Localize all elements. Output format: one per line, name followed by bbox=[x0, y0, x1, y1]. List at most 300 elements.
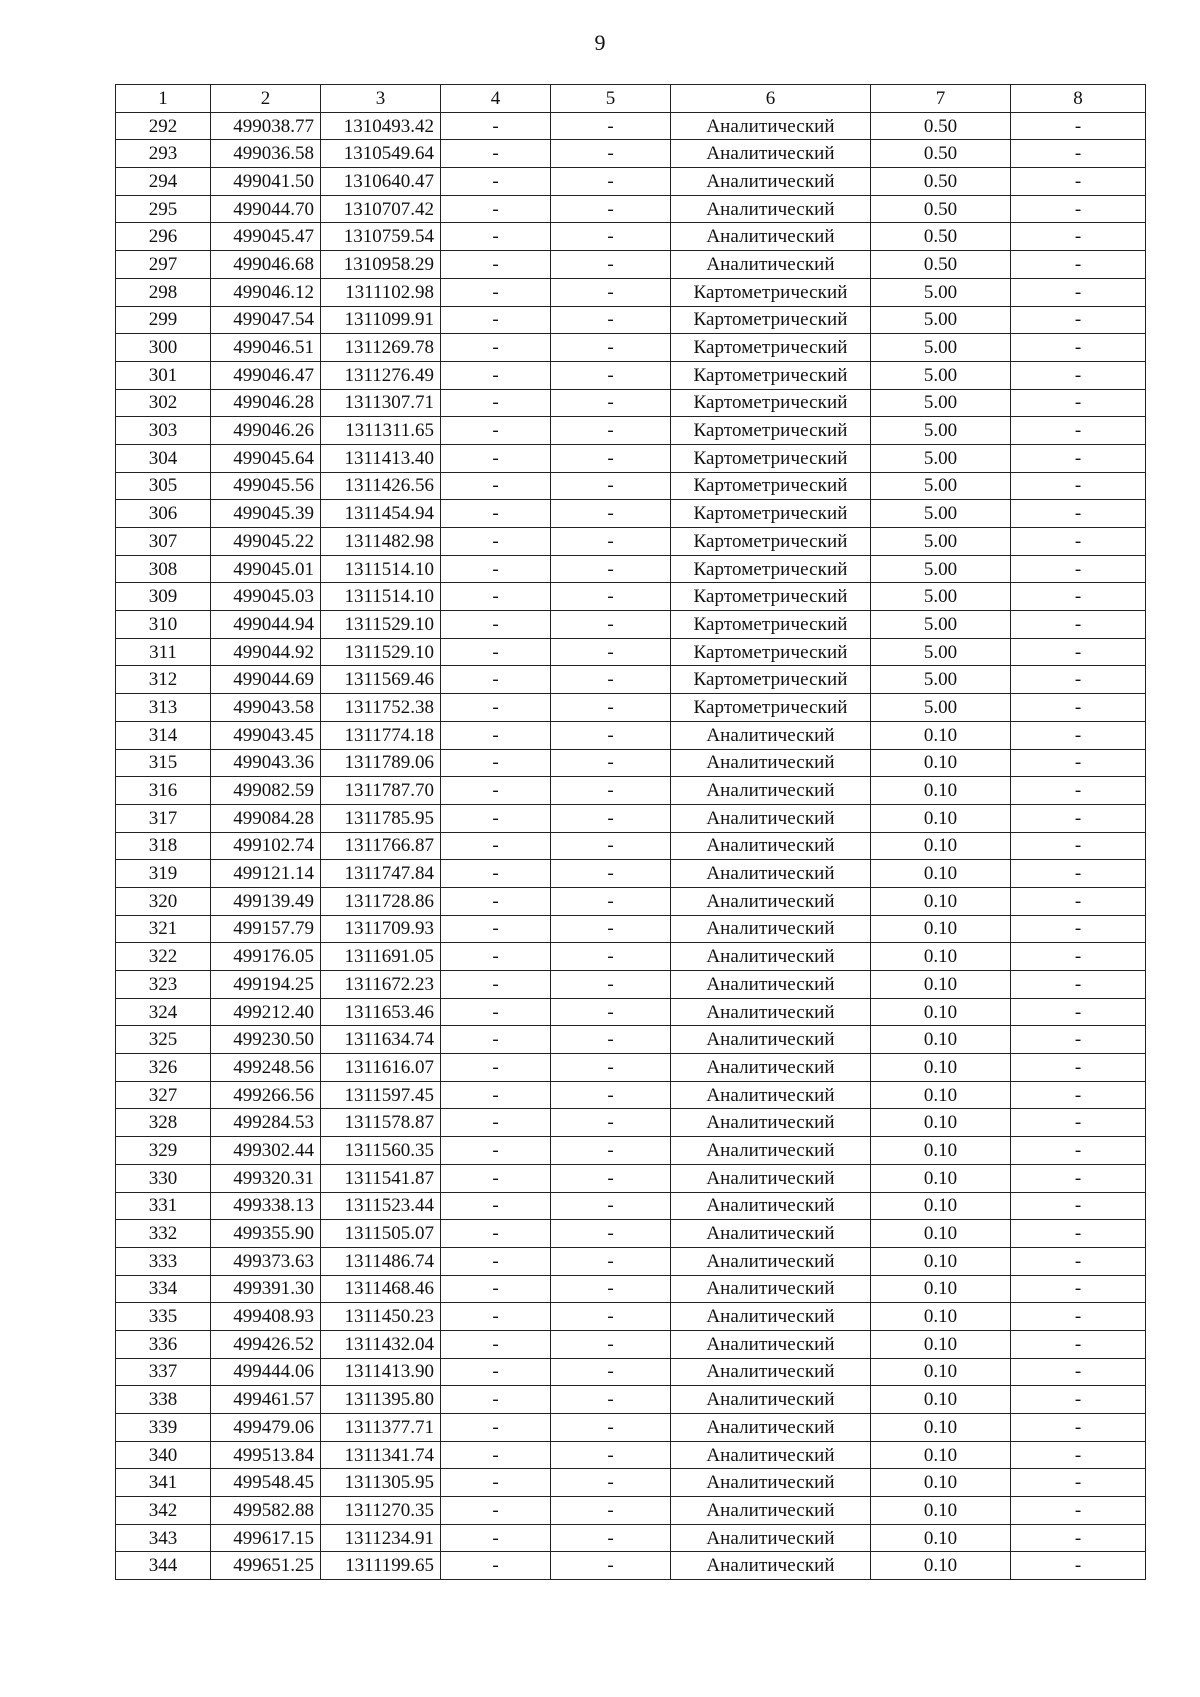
cell-radius: - bbox=[441, 1081, 551, 1109]
cell-x-coordinate: 499266.56 bbox=[211, 1081, 321, 1109]
cell-radius: - bbox=[441, 1552, 551, 1580]
cell-radius: - bbox=[441, 334, 551, 362]
table-row bbox=[116, 887, 1146, 915]
table-row bbox=[116, 1081, 1146, 1109]
cell-point-number: 315 bbox=[116, 749, 211, 777]
cell-y-coordinate: 1311432.04 bbox=[321, 1330, 441, 1358]
cell-accuracy: 5.00 bbox=[871, 306, 1011, 334]
cell-radius: - bbox=[441, 1524, 551, 1552]
table-row bbox=[116, 223, 1146, 251]
cell-angle: - bbox=[551, 195, 671, 223]
cell-accuracy: 0.50 bbox=[871, 251, 1011, 279]
cell-accuracy: 0.10 bbox=[871, 1054, 1011, 1082]
cell-method: Аналитический bbox=[671, 971, 871, 999]
cell-radius: - bbox=[441, 860, 551, 888]
cell-notes: - bbox=[1011, 251, 1146, 279]
cell-point-number: 306 bbox=[116, 500, 211, 528]
cell-angle: - bbox=[551, 749, 671, 777]
cell-point-number: 297 bbox=[116, 251, 211, 279]
cell-method: Аналитический bbox=[671, 1164, 871, 1192]
cell-x-coordinate: 499617.15 bbox=[211, 1524, 321, 1552]
cell-accuracy: 5.00 bbox=[871, 583, 1011, 611]
cell-y-coordinate: 1311691.05 bbox=[321, 943, 441, 971]
cell-y-coordinate: 1311560.35 bbox=[321, 1137, 441, 1165]
cell-point-number: 343 bbox=[116, 1524, 211, 1552]
table-row bbox=[116, 915, 1146, 943]
cell-point-number: 333 bbox=[116, 1247, 211, 1275]
coordinates-table bbox=[115, 84, 1146, 1580]
cell-method: Аналитический bbox=[671, 1220, 871, 1248]
cell-angle: - bbox=[551, 1524, 671, 1552]
cell-method: Аналитический bbox=[671, 1441, 871, 1469]
table-row bbox=[116, 777, 1146, 805]
cell-y-coordinate: 1311377.71 bbox=[321, 1414, 441, 1442]
cell-x-coordinate: 499139.49 bbox=[211, 887, 321, 915]
cell-notes: - bbox=[1011, 306, 1146, 334]
table-row bbox=[116, 306, 1146, 334]
cell-notes: - bbox=[1011, 1497, 1146, 1525]
cell-accuracy: 0.10 bbox=[871, 1414, 1011, 1442]
cell-accuracy: 0.10 bbox=[871, 1081, 1011, 1109]
cell-radius: - bbox=[441, 694, 551, 722]
table-row bbox=[116, 278, 1146, 306]
cell-notes: - bbox=[1011, 1192, 1146, 1220]
table-row bbox=[116, 251, 1146, 279]
table-row bbox=[116, 1137, 1146, 1165]
cell-accuracy: 0.10 bbox=[871, 1497, 1011, 1525]
page-number: 9 bbox=[594, 30, 606, 55]
cell-x-coordinate: 499045.22 bbox=[211, 528, 321, 556]
cell-y-coordinate: 1310958.29 bbox=[321, 251, 441, 279]
cell-accuracy: 0.10 bbox=[871, 887, 1011, 915]
cell-method: Аналитический bbox=[671, 1497, 871, 1525]
cell-radius: - bbox=[441, 583, 551, 611]
cell-notes: - bbox=[1011, 638, 1146, 666]
cell-x-coordinate: 499045.39 bbox=[211, 500, 321, 528]
cell-x-coordinate: 499444.06 bbox=[211, 1358, 321, 1386]
cell-radius: - bbox=[441, 417, 551, 445]
cell-x-coordinate: 499582.88 bbox=[211, 1497, 321, 1525]
cell-method: Картометрический bbox=[671, 528, 871, 556]
cell-notes: - bbox=[1011, 1386, 1146, 1414]
cell-angle: - bbox=[551, 666, 671, 694]
cell-method: Картометрический bbox=[671, 555, 871, 583]
cell-y-coordinate: 1311234.91 bbox=[321, 1524, 441, 1552]
cell-accuracy: 0.10 bbox=[871, 971, 1011, 999]
cell-point-number: 302 bbox=[116, 389, 211, 417]
cell-angle: - bbox=[551, 943, 671, 971]
cell-point-number: 332 bbox=[116, 1220, 211, 1248]
table-row bbox=[116, 528, 1146, 556]
cell-point-number: 311 bbox=[116, 638, 211, 666]
cell-angle: - bbox=[551, 915, 671, 943]
cell-y-coordinate: 1311102.98 bbox=[321, 278, 441, 306]
cell-notes: - bbox=[1011, 887, 1146, 915]
cell-radius: - bbox=[441, 1026, 551, 1054]
cell-method: Аналитический bbox=[671, 915, 871, 943]
cell-point-number: 329 bbox=[116, 1137, 211, 1165]
cell-accuracy: 0.10 bbox=[871, 1164, 1011, 1192]
cell-radius: - bbox=[441, 112, 551, 140]
cell-angle: - bbox=[551, 389, 671, 417]
cell-accuracy: 5.00 bbox=[871, 611, 1011, 639]
cell-angle: - bbox=[551, 638, 671, 666]
cell-point-number: 330 bbox=[116, 1164, 211, 1192]
cell-point-number: 336 bbox=[116, 1330, 211, 1358]
cell-method: Картометрический bbox=[671, 694, 871, 722]
cell-y-coordinate: 1311413.40 bbox=[321, 444, 441, 472]
cell-angle: - bbox=[551, 971, 671, 999]
cell-x-coordinate: 499043.45 bbox=[211, 721, 321, 749]
cell-radius: - bbox=[441, 638, 551, 666]
cell-accuracy: 0.10 bbox=[871, 1358, 1011, 1386]
cell-angle: - bbox=[551, 334, 671, 362]
cell-method: Картометрический bbox=[671, 389, 871, 417]
cell-method: Аналитический bbox=[671, 1109, 871, 1137]
table-row bbox=[116, 417, 1146, 445]
cell-notes: - bbox=[1011, 1109, 1146, 1137]
cell-y-coordinate: 1311514.10 bbox=[321, 555, 441, 583]
cell-y-coordinate: 1311787.70 bbox=[321, 777, 441, 805]
cell-radius: - bbox=[441, 887, 551, 915]
cell-point-number: 304 bbox=[116, 444, 211, 472]
cell-notes: - bbox=[1011, 1137, 1146, 1165]
cell-point-number: 300 bbox=[116, 334, 211, 362]
column-header: 1 bbox=[116, 85, 211, 113]
cell-angle: - bbox=[551, 583, 671, 611]
cell-y-coordinate: 1311766.87 bbox=[321, 832, 441, 860]
cell-point-number: 308 bbox=[116, 555, 211, 583]
cell-angle: - bbox=[551, 611, 671, 639]
cell-radius: - bbox=[441, 361, 551, 389]
cell-notes: - bbox=[1011, 611, 1146, 639]
cell-notes: - bbox=[1011, 195, 1146, 223]
cell-point-number: 331 bbox=[116, 1192, 211, 1220]
cell-radius: - bbox=[441, 1054, 551, 1082]
cell-y-coordinate: 1311450.23 bbox=[321, 1303, 441, 1331]
table-row bbox=[116, 1109, 1146, 1137]
cell-y-coordinate: 1311523.44 bbox=[321, 1192, 441, 1220]
cell-accuracy: 5.00 bbox=[871, 500, 1011, 528]
cell-method: Картометрический bbox=[671, 611, 871, 639]
cell-x-coordinate: 499044.69 bbox=[211, 666, 321, 694]
cell-method: Аналитический bbox=[671, 1358, 871, 1386]
cell-x-coordinate: 499391.30 bbox=[211, 1275, 321, 1303]
table-row bbox=[116, 638, 1146, 666]
cell-radius: - bbox=[441, 1164, 551, 1192]
cell-accuracy: 0.10 bbox=[871, 1303, 1011, 1331]
cell-y-coordinate: 1311752.38 bbox=[321, 694, 441, 722]
cell-accuracy: 5.00 bbox=[871, 389, 1011, 417]
cell-method: Аналитический bbox=[671, 1275, 871, 1303]
cell-notes: - bbox=[1011, 112, 1146, 140]
cell-angle: - bbox=[551, 361, 671, 389]
cell-angle: - bbox=[551, 1192, 671, 1220]
table-row bbox=[116, 1026, 1146, 1054]
table-row bbox=[116, 804, 1146, 832]
cell-radius: - bbox=[441, 278, 551, 306]
table-row bbox=[116, 971, 1146, 999]
cell-notes: - bbox=[1011, 721, 1146, 749]
table-row bbox=[116, 943, 1146, 971]
cell-accuracy: 5.00 bbox=[871, 361, 1011, 389]
cell-x-coordinate: 499194.25 bbox=[211, 971, 321, 999]
cell-angle: - bbox=[551, 500, 671, 528]
cell-point-number: 293 bbox=[116, 140, 211, 168]
cell-x-coordinate: 499047.54 bbox=[211, 306, 321, 334]
cell-x-coordinate: 499045.47 bbox=[211, 223, 321, 251]
cell-point-number: 324 bbox=[116, 998, 211, 1026]
cell-angle: - bbox=[551, 1054, 671, 1082]
cell-notes: - bbox=[1011, 555, 1146, 583]
cell-method: Картометрический bbox=[671, 472, 871, 500]
table-row bbox=[116, 1497, 1146, 1525]
cell-radius: - bbox=[441, 223, 551, 251]
table-row bbox=[116, 1247, 1146, 1275]
cell-angle: - bbox=[551, 832, 671, 860]
cell-y-coordinate: 1311454.94 bbox=[321, 500, 441, 528]
table-row bbox=[116, 1441, 1146, 1469]
cell-accuracy: 0.10 bbox=[871, 1441, 1011, 1469]
column-header: 8 bbox=[1011, 85, 1146, 113]
cell-notes: - bbox=[1011, 998, 1146, 1026]
cell-point-number: 339 bbox=[116, 1414, 211, 1442]
cell-y-coordinate: 1311426.56 bbox=[321, 472, 441, 500]
cell-x-coordinate: 499355.90 bbox=[211, 1220, 321, 1248]
cell-point-number: 344 bbox=[116, 1552, 211, 1580]
cell-method: Аналитический bbox=[671, 721, 871, 749]
cell-radius: - bbox=[441, 666, 551, 694]
cell-method: Картометрический bbox=[671, 278, 871, 306]
cell-y-coordinate: 1311529.10 bbox=[321, 611, 441, 639]
cell-notes: - bbox=[1011, 1275, 1146, 1303]
cell-angle: - bbox=[551, 860, 671, 888]
cell-notes: - bbox=[1011, 777, 1146, 805]
cell-x-coordinate: 499176.05 bbox=[211, 943, 321, 971]
cell-x-coordinate: 499044.94 bbox=[211, 611, 321, 639]
cell-notes: - bbox=[1011, 1164, 1146, 1192]
table-row bbox=[116, 555, 1146, 583]
table-row bbox=[116, 998, 1146, 1026]
cell-method: Аналитический bbox=[671, 140, 871, 168]
cell-accuracy: 5.00 bbox=[871, 417, 1011, 445]
cell-y-coordinate: 1311728.86 bbox=[321, 887, 441, 915]
cell-x-coordinate: 499036.58 bbox=[211, 140, 321, 168]
cell-point-number: 334 bbox=[116, 1275, 211, 1303]
cell-angle: - bbox=[551, 1137, 671, 1165]
table-row bbox=[116, 1469, 1146, 1497]
cell-radius: - bbox=[441, 1303, 551, 1331]
cell-angle: - bbox=[551, 804, 671, 832]
cell-x-coordinate: 499044.92 bbox=[211, 638, 321, 666]
table-row bbox=[116, 1330, 1146, 1358]
cell-notes: - bbox=[1011, 444, 1146, 472]
cell-radius: - bbox=[441, 832, 551, 860]
cell-accuracy: 5.00 bbox=[871, 278, 1011, 306]
cell-accuracy: 0.10 bbox=[871, 1192, 1011, 1220]
cell-point-number: 312 bbox=[116, 666, 211, 694]
cell-notes: - bbox=[1011, 361, 1146, 389]
cell-notes: - bbox=[1011, 389, 1146, 417]
table-row bbox=[116, 168, 1146, 196]
cell-y-coordinate: 1311341.74 bbox=[321, 1441, 441, 1469]
cell-x-coordinate: 499320.31 bbox=[211, 1164, 321, 1192]
cell-notes: - bbox=[1011, 1081, 1146, 1109]
cell-point-number: 321 bbox=[116, 915, 211, 943]
cell-angle: - bbox=[551, 887, 671, 915]
cell-angle: - bbox=[551, 112, 671, 140]
cell-accuracy: 0.10 bbox=[871, 998, 1011, 1026]
cell-radius: - bbox=[441, 804, 551, 832]
cell-method: Аналитический bbox=[671, 998, 871, 1026]
cell-y-coordinate: 1311541.87 bbox=[321, 1164, 441, 1192]
cell-method: Картометрический bbox=[671, 583, 871, 611]
cell-radius: - bbox=[441, 1192, 551, 1220]
cell-x-coordinate: 499302.44 bbox=[211, 1137, 321, 1165]
cell-method: Аналитический bbox=[671, 1137, 871, 1165]
table-row bbox=[116, 583, 1146, 611]
cell-method: Картометрический bbox=[671, 666, 871, 694]
cell-accuracy: 0.10 bbox=[871, 1330, 1011, 1358]
cell-notes: - bbox=[1011, 500, 1146, 528]
cell-notes: - bbox=[1011, 1220, 1146, 1248]
cell-y-coordinate: 1311789.06 bbox=[321, 749, 441, 777]
cell-x-coordinate: 499548.45 bbox=[211, 1469, 321, 1497]
cell-y-coordinate: 1311270.35 bbox=[321, 1497, 441, 1525]
cell-point-number: 296 bbox=[116, 223, 211, 251]
cell-point-number: 326 bbox=[116, 1054, 211, 1082]
cell-x-coordinate: 499651.25 bbox=[211, 1552, 321, 1580]
cell-method: Аналитический bbox=[671, 1081, 871, 1109]
table-row bbox=[116, 444, 1146, 472]
column-header: 7 bbox=[871, 85, 1011, 113]
table-row bbox=[116, 389, 1146, 417]
cell-radius: - bbox=[441, 1330, 551, 1358]
cell-radius: - bbox=[441, 1247, 551, 1275]
cell-angle: - bbox=[551, 444, 671, 472]
cell-point-number: 328 bbox=[116, 1109, 211, 1137]
cell-radius: - bbox=[441, 915, 551, 943]
cell-angle: - bbox=[551, 1330, 671, 1358]
cell-notes: - bbox=[1011, 1441, 1146, 1469]
cell-notes: - bbox=[1011, 334, 1146, 362]
cell-method: Аналитический bbox=[671, 943, 871, 971]
cell-x-coordinate: 499373.63 bbox=[211, 1247, 321, 1275]
table-row bbox=[116, 1164, 1146, 1192]
cell-y-coordinate: 1311413.90 bbox=[321, 1358, 441, 1386]
cell-notes: - bbox=[1011, 140, 1146, 168]
cell-angle: - bbox=[551, 1303, 671, 1331]
cell-x-coordinate: 499338.13 bbox=[211, 1192, 321, 1220]
cell-method: Аналитический bbox=[671, 804, 871, 832]
table-row bbox=[116, 611, 1146, 639]
cell-method: Аналитический bbox=[671, 168, 871, 196]
cell-angle: - bbox=[551, 278, 671, 306]
cell-accuracy: 0.10 bbox=[871, 1247, 1011, 1275]
cell-point-number: 292 bbox=[116, 112, 211, 140]
cell-point-number: 310 bbox=[116, 611, 211, 639]
cell-point-number: 303 bbox=[116, 417, 211, 445]
cell-point-number: 338 bbox=[116, 1386, 211, 1414]
table-row bbox=[116, 1192, 1146, 1220]
cell-radius: - bbox=[441, 749, 551, 777]
cell-accuracy: 0.10 bbox=[871, 777, 1011, 805]
cell-x-coordinate: 499408.93 bbox=[211, 1303, 321, 1331]
cell-method: Аналитический bbox=[671, 223, 871, 251]
cell-angle: - bbox=[551, 721, 671, 749]
cell-angle: - bbox=[551, 1414, 671, 1442]
cell-radius: - bbox=[441, 444, 551, 472]
cell-y-coordinate: 1311616.07 bbox=[321, 1054, 441, 1082]
cell-method: Аналитический bbox=[671, 1414, 871, 1442]
cell-angle: - bbox=[551, 1552, 671, 1580]
table-row bbox=[116, 860, 1146, 888]
cell-x-coordinate: 499461.57 bbox=[211, 1386, 321, 1414]
cell-method: Аналитический bbox=[671, 1054, 871, 1082]
table-row bbox=[116, 1054, 1146, 1082]
cell-notes: - bbox=[1011, 943, 1146, 971]
cell-accuracy: 0.10 bbox=[871, 1026, 1011, 1054]
cell-point-number: 294 bbox=[116, 168, 211, 196]
cell-x-coordinate: 499041.50 bbox=[211, 168, 321, 196]
cell-notes: - bbox=[1011, 1524, 1146, 1552]
cell-method: Аналитический bbox=[671, 887, 871, 915]
cell-accuracy: 0.50 bbox=[871, 195, 1011, 223]
cell-accuracy: 0.10 bbox=[871, 1386, 1011, 1414]
cell-notes: - bbox=[1011, 417, 1146, 445]
column-header: 6 bbox=[671, 85, 871, 113]
cell-x-coordinate: 499045.01 bbox=[211, 555, 321, 583]
cell-radius: - bbox=[441, 168, 551, 196]
cell-radius: - bbox=[441, 1469, 551, 1497]
cell-method: Аналитический bbox=[671, 1247, 871, 1275]
cell-notes: - bbox=[1011, 1330, 1146, 1358]
cell-radius: - bbox=[441, 306, 551, 334]
table-body bbox=[116, 112, 1146, 1579]
cell-method: Аналитический bbox=[671, 860, 871, 888]
cell-point-number: 316 bbox=[116, 777, 211, 805]
cell-radius: - bbox=[441, 1275, 551, 1303]
cell-point-number: 341 bbox=[116, 1469, 211, 1497]
cell-notes: - bbox=[1011, 666, 1146, 694]
cell-angle: - bbox=[551, 168, 671, 196]
cell-angle: - bbox=[551, 140, 671, 168]
cell-angle: - bbox=[551, 472, 671, 500]
cell-accuracy: 5.00 bbox=[871, 666, 1011, 694]
cell-method: Аналитический bbox=[671, 1192, 871, 1220]
cell-x-coordinate: 499084.28 bbox=[211, 804, 321, 832]
cell-method: Картометрический bbox=[671, 334, 871, 362]
cell-radius: - bbox=[441, 528, 551, 556]
cell-y-coordinate: 1311569.46 bbox=[321, 666, 441, 694]
cell-point-number: 309 bbox=[116, 583, 211, 611]
cell-x-coordinate: 499082.59 bbox=[211, 777, 321, 805]
cell-y-coordinate: 1311774.18 bbox=[321, 721, 441, 749]
cell-radius: - bbox=[441, 1137, 551, 1165]
cell-radius: - bbox=[441, 1441, 551, 1469]
table-row bbox=[116, 1524, 1146, 1552]
cell-method: Картометрический bbox=[671, 500, 871, 528]
cell-notes: - bbox=[1011, 1552, 1146, 1580]
cell-point-number: 325 bbox=[116, 1026, 211, 1054]
cell-point-number: 299 bbox=[116, 306, 211, 334]
cell-notes: - bbox=[1011, 1247, 1146, 1275]
cell-point-number: 313 bbox=[116, 694, 211, 722]
cell-radius: - bbox=[441, 1386, 551, 1414]
cell-x-coordinate: 499045.03 bbox=[211, 583, 321, 611]
table-row bbox=[116, 1386, 1146, 1414]
cell-y-coordinate: 1311785.95 bbox=[321, 804, 441, 832]
